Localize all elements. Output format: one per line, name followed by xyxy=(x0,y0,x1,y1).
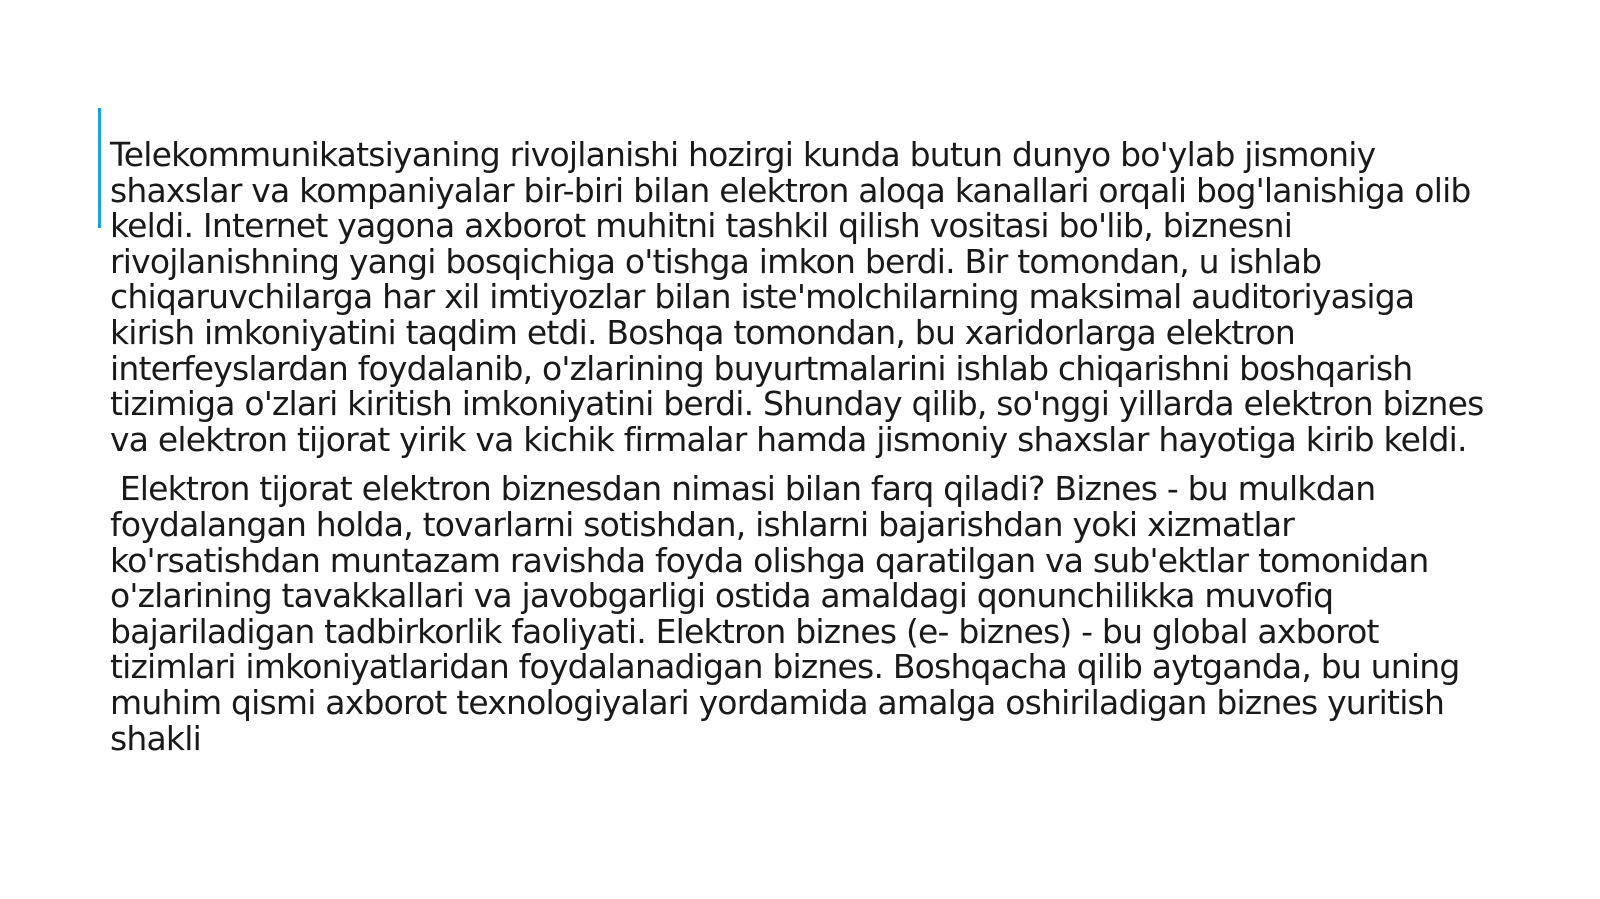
slide-body-text xyxy=(110,137,1490,756)
accent-bar xyxy=(98,108,101,228)
paragraph-ecommerce-vs-ebusiness: Elektron tijorat elektron biznesdan nimasi bilan farq qiladi? Biznes - bu mulkdan foydalangan holda, tovarlarni sotishdan, ishlarni bajarishdan yoki xizmatlar ko'rsatishdan muntazam ravishda foyda olishga qaratilgan va sub'ektlar tomonidan o'zlarining tavakkallari va javobgarligi ostida amaldagi qonunchilikka muvofiq bajariladigan tadbirkorlik faoliyati. Elektron biznes (e- biznes) - bu global axborot tizimlari imkoniyatlaridan foydalanadigan biznes. Boshqacha qilib aytganda, bu uning muhim qismi axborot texnologiyalari yordamida amalga oshiriladigan biznes yuritish shakli xyxy=(110,469,1470,758)
paragraph-telecommunications: Telekommunikatsiyaning rivojlanishi hozirgi kunda butun dunyo bo'ylab jismoniy shaxslar va kompaniyalar bir-biri bilan elektron aloqa kanallari orqali bog'lanishiga olib keldi. Internet yagona axborot muhitni tashkil qilish vositasi bo'lib, biznesni rivojlanishning yangi bosqichiga o'tishga imkon berdi. Bir tomondan, u ishlab chiqaruvchilarga har xil imtiyozlar bilan iste'molchilarning maksimal auditoriyasiga kirish imkoniyatini taqdim etdi. Boshqa tomondan, bu xaridorlarga elektron interfeyslardan foydalanib, o'zlarining buyurtmalarini ishlab chiqarishni boshqarish tizimiga o'zlari kiritish imkoniyatini berdi. Shunday qilib, so'nggi yillarda elektron biznes va elektron tijorat yirik va kichik firmalar hamda jismoniy shaxslar hayotiga kirib keldi. xyxy=(110,135,1484,459)
